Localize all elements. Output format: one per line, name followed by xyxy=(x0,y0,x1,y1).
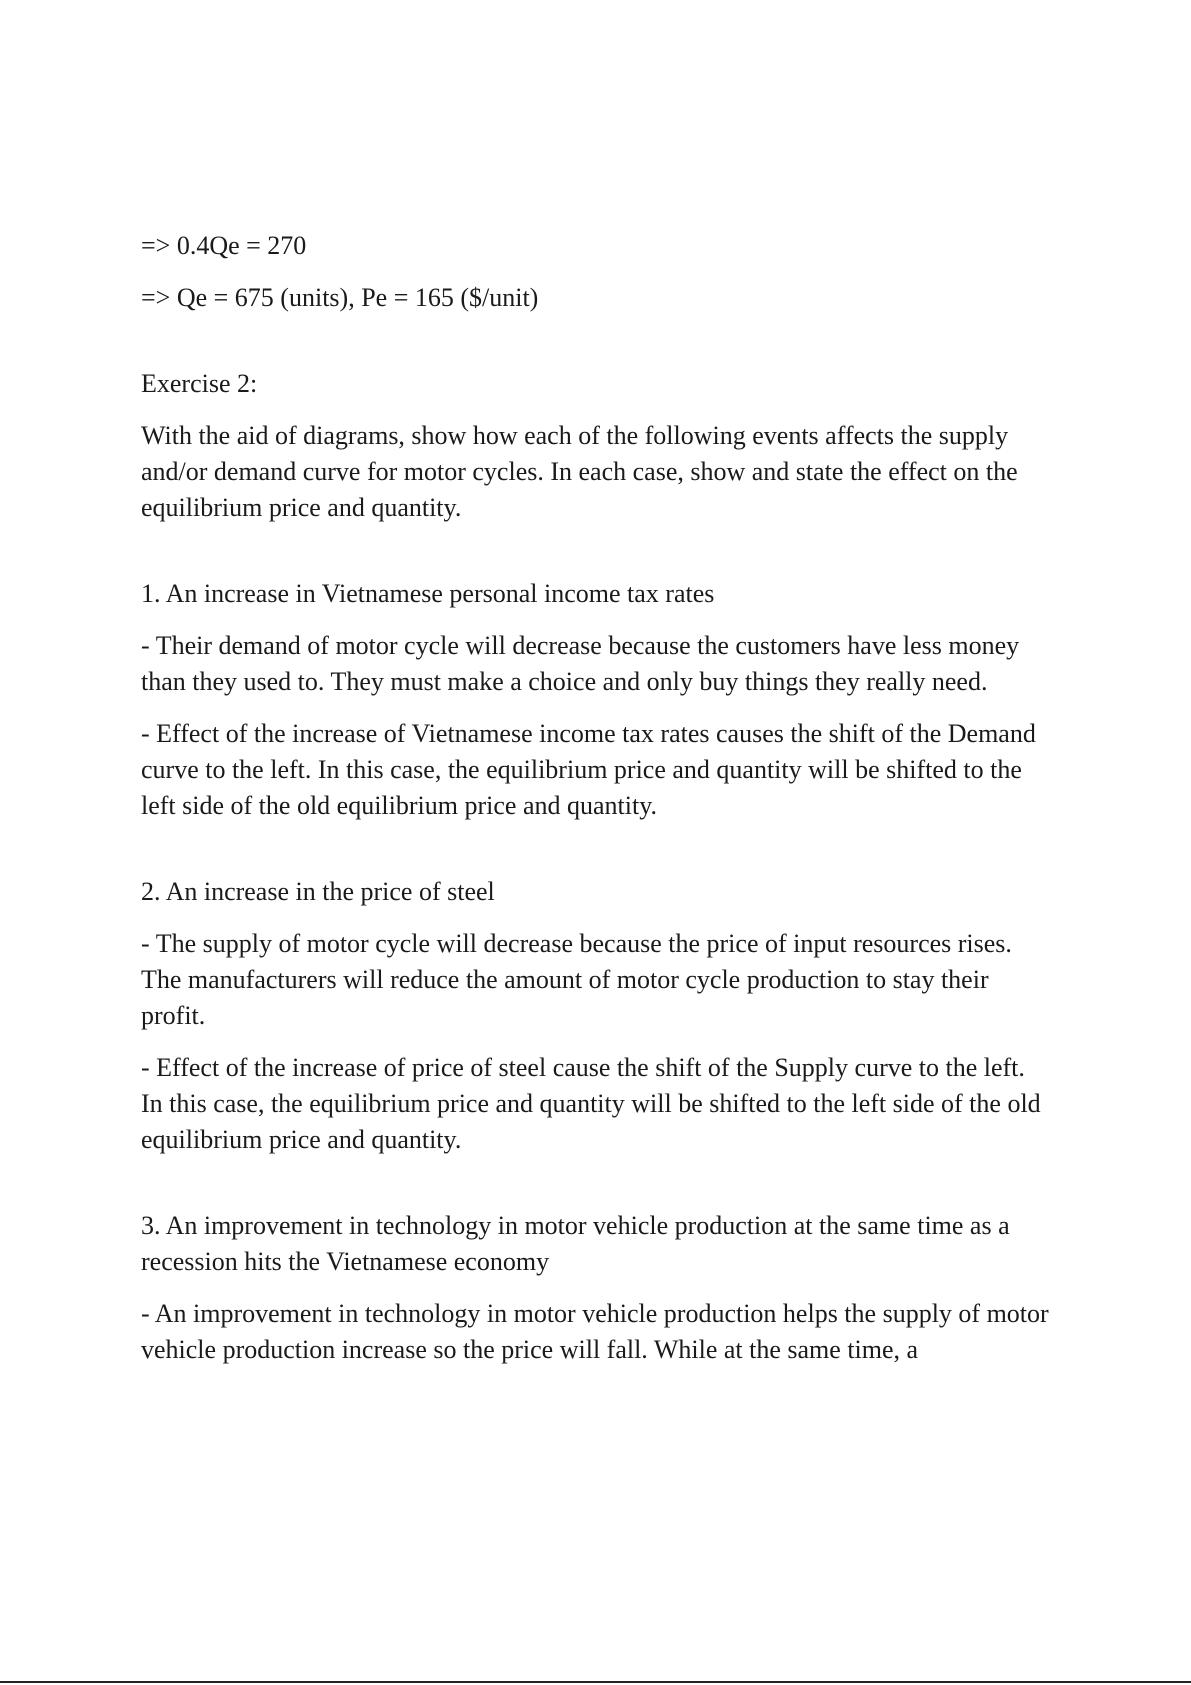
item-point: - Effect of the increase of Vietnamese income tax rates causes the shift of the Demand curve to the left. In this case, the equilibrium price and quantity will be shifted to the left side of the old equilibrium price and quantity. xyxy=(141,719,1036,820)
page-bottom-rule xyxy=(0,1681,1191,1683)
exercise-title: Exercise 2: xyxy=(141,369,258,398)
item-heading: 1. An increase in Vietnamese personal income tax rates xyxy=(141,579,715,608)
exercise-prompt: With the aid of diagrams, show how each of the following events affects the supply and/or demand curve for motor cycles. In each case, show and state the effect on the equilibrium price and quantity. xyxy=(141,421,1018,522)
item-point: - Their demand of motor cycle will decrease because the customers have less money than they used to. They must make a choice and only buy things they really need. xyxy=(141,631,1020,696)
item-point: - Effect of the increase of price of steel cause the shift of the Supply curve to the left. In this case, the equilibrium price and quantity will be shifted to the left side of the old equilibrium price and quantity. xyxy=(141,1053,1041,1154)
item-2 xyxy=(141,874,1051,1158)
item-point: - The supply of motor cycle will decrease because the price of input resources rises. The manufacturers will reduce the amount of motor cycle production to stay their profit. xyxy=(141,929,1012,1030)
calc-line-2: => Qe = 675 (units), Pe = 165 ($/unit) xyxy=(141,283,539,312)
calc-line-1: => 0.4Qe = 270 xyxy=(141,231,307,260)
item-1 xyxy=(141,576,1051,824)
item-heading: 3. An improvement in technology in motor vehicle production at the same time as a recession hits the Vietnamese economy xyxy=(141,1211,1010,1276)
document-body xyxy=(141,228,1051,1384)
item-heading: 2. An increase in the price of steel xyxy=(141,877,495,906)
item-point: - An improvement in technology in motor vehicle production helps the supply of motor vehicle production increase so the price will fall. While at the same time, a xyxy=(141,1299,1049,1364)
item-3 xyxy=(141,1208,1051,1368)
